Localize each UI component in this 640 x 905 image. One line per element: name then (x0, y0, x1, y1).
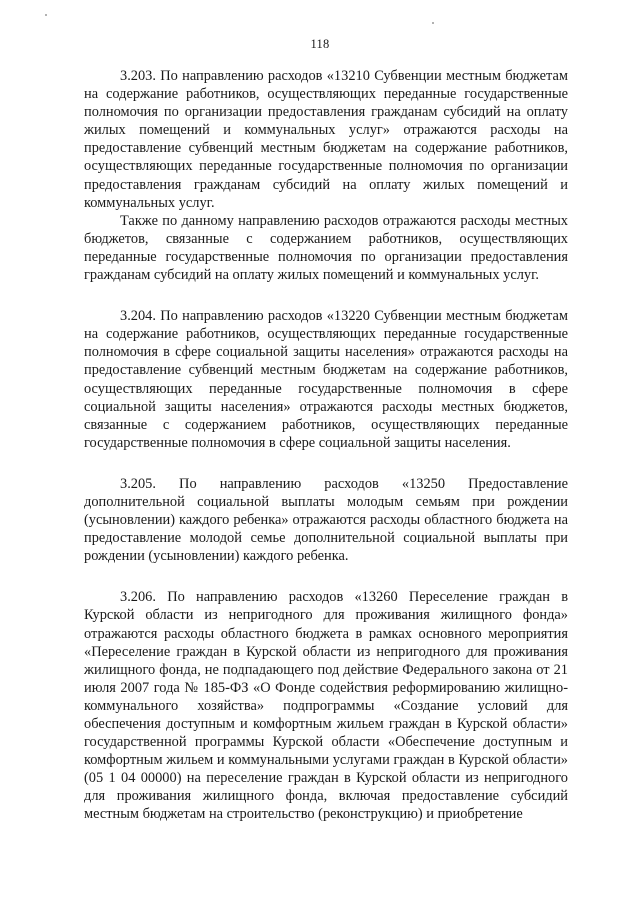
page-number: 118 (310, 37, 330, 51)
scan-speck (45, 14, 47, 16)
section-3-206 (84, 588, 568, 823)
document-body (84, 67, 568, 824)
section-3-205 (84, 475, 568, 565)
paragraph: Также по данному направлению расходов отражаются расходы местных бюджетов, связанные с содержанием работников, осуществляющих переданные государственные полномочия по организации предоставления гражданам субсидий на оплату жилых помещений и коммунальных услуг. (84, 212, 568, 284)
scan-speck (432, 22, 434, 24)
section-3-203 (84, 67, 568, 284)
paragraph: 3.206. По направлению расходов «13260 Переселение граждан в Курской области из непригодного для проживания жилищного фонда» отражаются расходы областного бюджета в рамках основного мероприятия «Переселение граждан в Курской области из непригодного для проживания жилищного фонда, не подпадающего под действие Федерального закона от 21 июля 2007 года № 185-ФЗ «О Фонде содействия реформированию жилищно-коммунального хозяйства» подпрограммы «Создание условий для обеспечения доступным и комфортным жильем граждан в Курской области» государственной программы Курской области «Обеспечение доступным и комфортным жильем и коммунальными услугами граждан в Курской области» (05 1 04 00000) на переселение граждан в Курской области из непригодного для проживания жилищного фонда, включая предоставление субсидий местным бюджетам на строительство (реконструкцию) и приобретение (84, 589, 568, 823)
paragraph: 3.204. По направлению расходов «13220 Субвенции местным бюджетам на содержание работников, осуществляющих переданные государственные полномочия в сфере социальной защиты населения» отражаются расходы на предоставление субвенций местным бюджетам на содержание работников, осуществляющих переданные государственные полномочия в сфере социальной защиты населения» отражаются расходы местных бюджетов, связанные с содержанием работников, осуществляющих переданные государственные полномочия в сфере социальной защиты населения. (84, 308, 568, 451)
paragraph: 3.205. По направлению расходов «13250 Предоставление дополнительной социальной выплаты молодым семьям при рождении (усыновлении) каждого ребенка» отражаются расходы областного бюджета на предоставление молодой семье дополнительной социальной выплаты при рождении (усыновлении) каждого ребенка. (84, 475, 568, 565)
paragraph: 3.203. По направлению расходов «13210 Субвенции местным бюджетам на содержание работников, осуществляющих переданные государственные полномочия по организации предоставления гражданам субсидий на оплату жилых помещений и коммунальных услуг» отражаются расходы на предоставление субвенций местным бюджетам на содержание работников, осуществляющих переданные государственные полномочия по организации предоставления гражданам субсидий на оплату жилых помещений и коммунальных услуг. (84, 68, 568, 211)
section-3-204 (84, 307, 568, 452)
